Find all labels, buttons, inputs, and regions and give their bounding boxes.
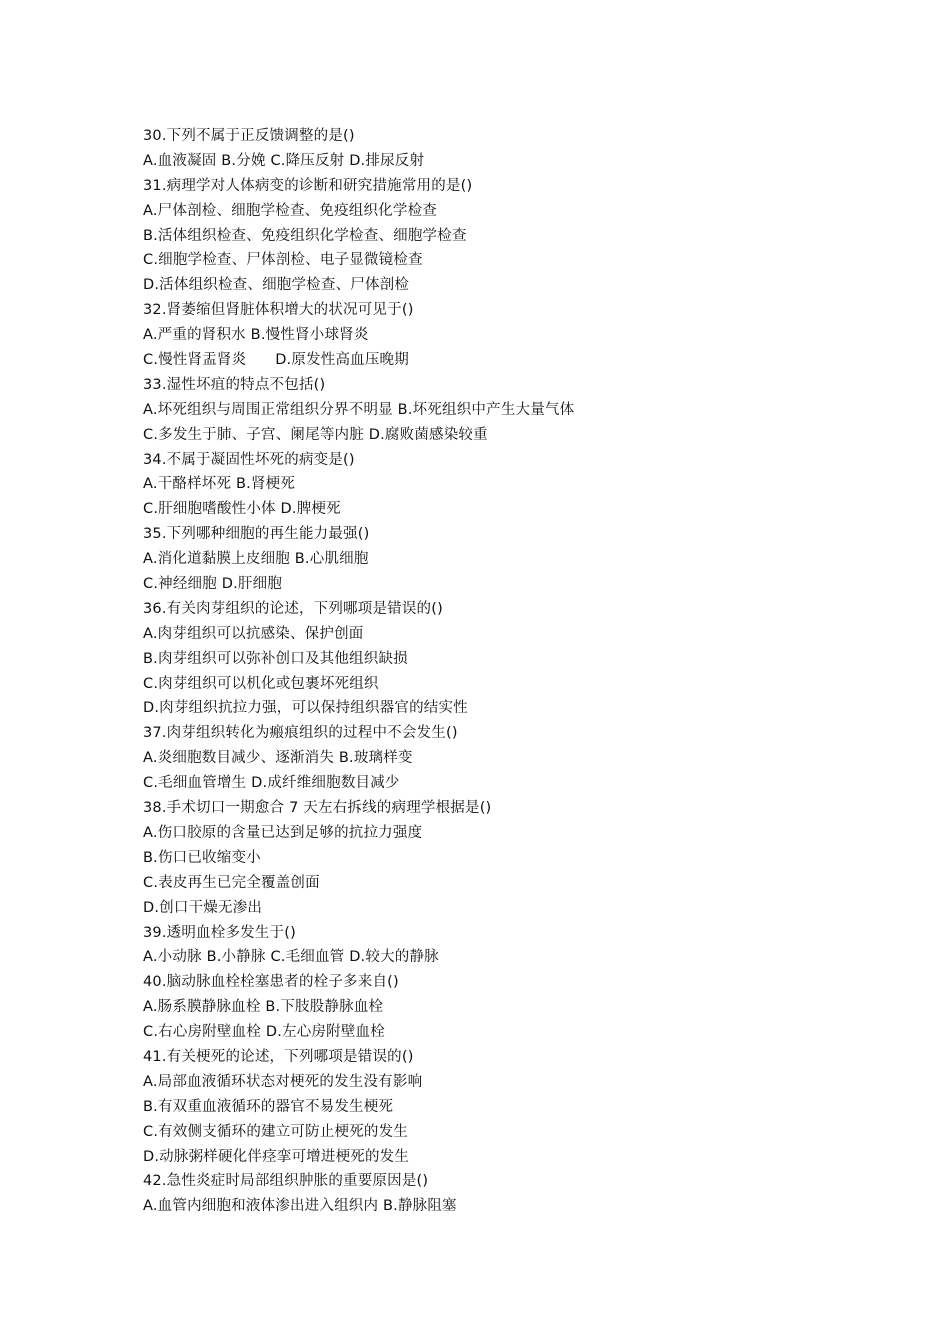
question-31: 31.病理学对人体病变的诊断和研究措施常用的是() bbox=[143, 177, 473, 194]
question-33-options-ab: A.坏死组织与周围正常组织分界不明显 B.坏死组织中产生大量气体 bbox=[143, 401, 575, 418]
question-31-option-a: A.尸体剖检、细胞学检查、免疫组织化学检查 bbox=[143, 202, 437, 219]
question-40: 40.脑动脉血栓栓塞患者的栓子多来自() bbox=[143, 974, 399, 991]
question-33: 33.湿性坏疽的特点不包括() bbox=[143, 376, 326, 393]
question-32-options-ab: A.严重的肾积水 B.慢性肾小球肾炎 bbox=[143, 327, 369, 344]
question-34-options-ab: A.干酪样坏死 B.肾梗死 bbox=[143, 476, 296, 493]
question-30: 30.下列不属于正反馈调整的是() bbox=[143, 128, 355, 144]
question-31-option-b: B.活体组织检查、免疫组织化学检查、细胞学检查 bbox=[143, 227, 467, 244]
question-30-options: A.血液凝固 B.分娩 C.降压反射 D.排尿反射 bbox=[143, 152, 425, 169]
question-37: 37.肉芽组织转化为瘢痕组织的过程中不会发生() bbox=[143, 725, 458, 742]
question-34-options-cd: C.肝细胞嗜酸性小体 D.脾梗死 bbox=[143, 501, 341, 518]
document-text bbox=[143, 124, 803, 1219]
question-42: 42.急性炎症时局部组织肿胀的重要原因是() bbox=[143, 1173, 429, 1190]
question-31-option-d: D.活体组织检查、细胞学检查、尸体剖检 bbox=[143, 277, 410, 294]
question-37-options-cd: C.毛细血管增生 D.成纤维细胞数目减少 bbox=[143, 775, 400, 792]
question-41: 41.有关梗死的论述，下列哪项是错误的() bbox=[143, 1048, 414, 1065]
question-31-option-c: C.细胞学检查、尸体剖检、电子显微镜检查 bbox=[143, 252, 423, 269]
question-32-options-cd: C.慢性肾盂肾炎 D.原发性高血压晚期 bbox=[143, 352, 409, 369]
question-38-option-c: C.表皮再生已完全覆盖创面 bbox=[143, 874, 320, 891]
question-38-option-a: A.伤口胶原的含量已达到足够的抗拉力强度 bbox=[143, 824, 423, 841]
question-36-option-b: B.肉芽组织可以弥补创口及其他组织缺损 bbox=[143, 650, 408, 667]
question-36-option-d: D.肉芽组织抗拉力强，可以保持组织器官的结实性 bbox=[143, 700, 468, 717]
question-33-options-cd: C.多发生于肺、子宫、阑尾等内脏 D.腐败菌感染较重 bbox=[143, 426, 488, 443]
question-38-option-b: B.伤口已收缩变小 bbox=[143, 849, 261, 866]
question-35: 35.下列哪种细胞的再生能力最强() bbox=[143, 526, 370, 543]
question-38: 38.手术切口一期愈合 7 天左右拆线的病理学根据是() bbox=[143, 800, 492, 817]
question-41-option-d: D.动脉粥样硬化伴痉挛可增进梗死的发生 bbox=[143, 1148, 410, 1165]
question-37-options-ab: A.炎细胞数目减少、逐渐消失 B.玻璃样变 bbox=[143, 750, 413, 767]
question-36-option-c: C.肉芽组织可以机化或包裹坏死组织 bbox=[143, 675, 379, 692]
question-39: 39.透明血栓多发生于() bbox=[143, 924, 296, 941]
question-32: 32.肾萎缩但肾脏体积增大的状况可见于() bbox=[143, 302, 414, 319]
question-41-option-c: C.有效侧支循环的建立可防止梗死的发生 bbox=[143, 1123, 409, 1140]
question-38-option-d: D.创口干燥无渗出 bbox=[143, 899, 263, 916]
question-41-option-b: B.有双重血液循环的器官不易发生梗死 bbox=[143, 1098, 394, 1115]
question-35-options-cd: C.神经细胞 D.肝细胞 bbox=[143, 576, 283, 593]
question-39-options: A.小动脉 B.小静脉 C.毛细血管 D.较大的静脉 bbox=[143, 949, 439, 966]
question-34: 34.不属于凝固性坏死的病变是() bbox=[143, 451, 355, 468]
question-36-option-a: A.肉芽组织可以抗感染、保护创面 bbox=[143, 625, 364, 642]
question-41-option-a: A.局部血液循环状态对梗死的发生没有影响 bbox=[143, 1073, 423, 1090]
question-36: 36.有关肉芽组织的论述，下列哪项是错误的() bbox=[143, 600, 443, 617]
question-40-options-cd: C.右心房附壁血栓 D.左心房附壁血栓 bbox=[143, 1024, 385, 1041]
question-35-options-ab: A.消化道黏膜上皮细胞 B.心肌细胞 bbox=[143, 551, 369, 568]
question-40-options-ab: A.肠系膜静脉血栓 B.下肢股静脉血栓 bbox=[143, 999, 384, 1016]
question-42-options-ab: A.血管内细胞和液体渗出进入组织内 B.静脉阻塞 bbox=[143, 1198, 457, 1215]
